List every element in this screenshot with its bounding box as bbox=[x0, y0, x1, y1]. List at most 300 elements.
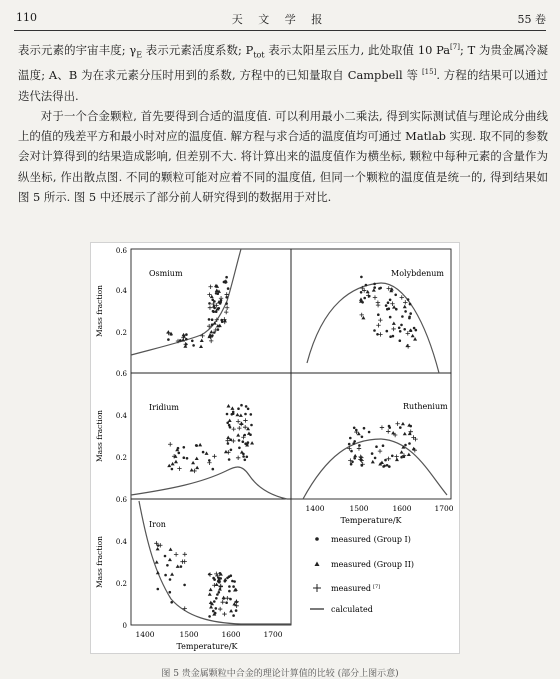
scatter-point bbox=[411, 334, 415, 337]
scatter-point bbox=[388, 465, 391, 468]
scatter-point bbox=[376, 333, 379, 336]
scatter-point bbox=[209, 605, 213, 608]
scatter-point bbox=[225, 596, 229, 600]
scatter-point bbox=[225, 601, 228, 604]
scatter-point bbox=[195, 444, 198, 447]
scatter-point bbox=[232, 412, 235, 415]
tick-x-right-1600: 1600 bbox=[392, 504, 412, 513]
x-axis-label-right: Temperature/K bbox=[340, 516, 402, 525]
curve-ruthenium bbox=[303, 439, 447, 499]
scatter-point bbox=[374, 457, 377, 460]
scatter-point bbox=[183, 552, 187, 556]
scatter-point bbox=[390, 287, 394, 290]
tick-x-bottom-1700: 1700 bbox=[263, 630, 283, 639]
scatter-point bbox=[363, 297, 366, 300]
scatter-point bbox=[213, 600, 216, 603]
scatter-point bbox=[220, 299, 223, 302]
scatter-point bbox=[386, 330, 389, 333]
scatter-point bbox=[167, 464, 171, 467]
scatter-point bbox=[401, 315, 404, 318]
scatter-point bbox=[212, 610, 215, 613]
scatter-point bbox=[208, 573, 211, 576]
scatter-point bbox=[234, 599, 238, 602]
panel-label-iron: Iron bbox=[149, 520, 166, 529]
scatter-point bbox=[399, 426, 402, 429]
scatter-point bbox=[350, 450, 353, 453]
scatter-point bbox=[231, 427, 235, 431]
scatter-point bbox=[169, 578, 172, 581]
scatter-point bbox=[353, 454, 357, 457]
legend bbox=[310, 535, 414, 614]
scatter-point bbox=[373, 295, 377, 299]
scatter-point bbox=[183, 456, 186, 459]
scatter-point bbox=[245, 405, 248, 408]
scatter-point bbox=[168, 558, 172, 561]
scatter-point bbox=[237, 426, 241, 430]
scatter-point bbox=[409, 312, 412, 315]
scatter-point bbox=[155, 560, 159, 563]
scatter-point bbox=[183, 446, 186, 449]
scatter-point bbox=[183, 335, 186, 338]
tick-x-right-1700: 1700 bbox=[434, 504, 454, 513]
scatter-point bbox=[208, 305, 212, 309]
ref-7[interactable]: [7] bbox=[450, 43, 460, 52]
scatter-point bbox=[409, 303, 412, 306]
tick-y-mid-1: 0.4 bbox=[115, 412, 127, 420]
scatter-point bbox=[208, 318, 211, 321]
panel-label-molybdenum: Molybdenum bbox=[391, 269, 444, 278]
scatter-point bbox=[198, 443, 202, 446]
scatter-point bbox=[242, 440, 245, 443]
scatter-point bbox=[216, 593, 219, 596]
scatter-point bbox=[168, 442, 172, 446]
scatter-point bbox=[218, 607, 222, 611]
scatter-point bbox=[360, 291, 363, 294]
page-number: 110 bbox=[16, 11, 37, 24]
panel-iridium-frame bbox=[131, 373, 291, 499]
scatter-point bbox=[242, 455, 245, 458]
scatter-point bbox=[376, 323, 380, 327]
scatter-point bbox=[228, 590, 231, 593]
scatter-point bbox=[373, 329, 376, 332]
header-rule bbox=[14, 30, 546, 31]
scatter-point bbox=[368, 431, 371, 434]
scatter-point bbox=[385, 304, 388, 307]
scatter-point bbox=[170, 333, 173, 336]
scatter-point bbox=[180, 559, 184, 563]
scatter-point bbox=[231, 580, 234, 583]
scatter-point bbox=[222, 612, 226, 616]
scatter-point bbox=[236, 433, 240, 436]
scatter-point bbox=[243, 425, 247, 429]
scatter-point bbox=[350, 463, 353, 466]
scatter-point bbox=[208, 615, 211, 618]
scatter-iron bbox=[154, 541, 239, 618]
scatter-point bbox=[185, 333, 188, 336]
p1-text-d: ; T bbox=[459, 43, 476, 57]
scatter-point bbox=[235, 413, 239, 416]
scatter-point bbox=[213, 307, 216, 310]
panel-molybdenum-frame bbox=[291, 249, 451, 373]
scatter-point bbox=[214, 572, 218, 576]
scatter-point bbox=[226, 436, 230, 439]
scatter-point bbox=[386, 308, 389, 311]
curve-molybdenum bbox=[307, 283, 439, 373]
scatter-point bbox=[195, 466, 199, 469]
scatter-point bbox=[185, 338, 188, 341]
tick-x-bottom-1600: 1600 bbox=[221, 630, 241, 639]
scatter-point bbox=[236, 419, 240, 423]
scatter-point bbox=[378, 287, 381, 290]
scatter-point bbox=[415, 329, 418, 332]
scatter-point bbox=[169, 591, 172, 594]
p1-sub-tot: tot bbox=[253, 50, 265, 60]
scatter-point bbox=[380, 425, 384, 429]
scatter-point bbox=[250, 441, 254, 444]
scatter-point bbox=[222, 597, 225, 600]
scatter-point bbox=[403, 432, 407, 435]
scatter-point bbox=[230, 449, 233, 452]
scatter-point bbox=[378, 449, 382, 453]
scatter-point bbox=[395, 422, 399, 426]
legend-label-group2: measured (Group II) bbox=[331, 560, 414, 569]
scatter-point bbox=[360, 276, 363, 279]
scatter-point bbox=[209, 588, 213, 591]
scatter-point bbox=[389, 316, 392, 319]
scatter-point bbox=[235, 609, 238, 612]
figure-caption: 图 5 贵金属颗粒中合金的理论计算值的比较 (部分上图示意) bbox=[161, 669, 399, 679]
scatter-point bbox=[371, 460, 375, 463]
scatter-point bbox=[406, 331, 410, 335]
scatter-point bbox=[184, 342, 188, 346]
scatter-point bbox=[226, 413, 229, 416]
scatter-point bbox=[211, 299, 214, 302]
scatter-point bbox=[212, 310, 215, 313]
scatter-point bbox=[215, 607, 218, 610]
scatter-point bbox=[351, 461, 354, 464]
scatter-molybdenum bbox=[359, 276, 417, 349]
scatter-point bbox=[236, 456, 240, 460]
scatter-point bbox=[186, 457, 189, 460]
scatter-point bbox=[225, 276, 228, 279]
tick-x-right-1500: 1500 bbox=[349, 504, 369, 513]
scatter-point bbox=[250, 413, 253, 416]
scatter-point bbox=[170, 572, 174, 575]
tick-x-bottom-1500: 1500 bbox=[179, 630, 199, 639]
scatter-point bbox=[399, 339, 402, 342]
scatter-point bbox=[244, 459, 247, 462]
legend-marker-group2 bbox=[315, 562, 320, 567]
scatter-point bbox=[164, 555, 167, 558]
scatter-point bbox=[237, 407, 240, 410]
scatter-point bbox=[199, 345, 203, 348]
scatter-point bbox=[401, 422, 405, 425]
scatter-point bbox=[211, 318, 214, 321]
y-axis-label-mid: Mass fraction bbox=[95, 409, 104, 463]
scatter-point bbox=[230, 574, 233, 577]
scatter-point bbox=[191, 461, 195, 464]
panel-label-iridium: Iridium bbox=[149, 403, 179, 412]
scatter-point bbox=[215, 289, 219, 292]
paragraph-2: 对于一个合金颗粒, 首先要得到合适的温度值. 可以利用最小二乘法, 得到实际测试值与理论成分曲线上的值的残差平方和最小时对应的温度值. 解方程与求合适的温度值均可通过 Matlab 实现. 取不同的参数会对计算得到的结果造成影响, 但差别不大. 将计算出来的温度值作为横坐标, 颗粒中每种元素的含量作为纵坐标, 作出散点图. 不同的颗粒可能对应着不同的温度值, 但同一个颗粒的温度值是统一的, 得到结果如图 5 所示. 图 5 中还展示了部分前人研究得到的数据用于对比. bbox=[18, 108, 548, 204]
scatter-point bbox=[352, 442, 355, 445]
scatter-point bbox=[357, 446, 361, 450]
tick-y-mid-2: 0.2 bbox=[115, 454, 127, 462]
panel-osmium-frame bbox=[131, 249, 291, 373]
p1-text-a: 表示元素的宇宙丰度; γ bbox=[18, 43, 137, 57]
scatter-point bbox=[221, 600, 225, 604]
scatter-point bbox=[394, 454, 398, 458]
scatter-point bbox=[170, 601, 173, 604]
figure-5 bbox=[90, 242, 460, 654]
scatter-point bbox=[224, 280, 227, 283]
scatter-point bbox=[361, 301, 364, 304]
legend-label-ref: measured [7] bbox=[331, 584, 381, 593]
scatter-point bbox=[232, 614, 235, 617]
scatter-point bbox=[349, 437, 352, 440]
scatter-point bbox=[363, 427, 366, 430]
tick-y-mid-3: 0.6 bbox=[115, 496, 127, 504]
scatter-point bbox=[404, 444, 407, 447]
scatter-point bbox=[208, 592, 212, 595]
scatter-point bbox=[403, 300, 407, 304]
scatter-point bbox=[392, 322, 396, 325]
scatter-point bbox=[413, 337, 417, 340]
scatter-point bbox=[171, 468, 174, 471]
scatter-point bbox=[219, 584, 223, 588]
scatter-point bbox=[195, 457, 199, 460]
scatter-point bbox=[224, 450, 228, 453]
scatter-point bbox=[200, 339, 204, 342]
scatter-point bbox=[377, 313, 380, 316]
scatter-point bbox=[384, 459, 387, 462]
scatter-point bbox=[209, 339, 213, 343]
scatter-point bbox=[380, 461, 384, 464]
scatter-point bbox=[386, 457, 390, 461]
scatter-point bbox=[227, 287, 230, 290]
scatter-point bbox=[244, 442, 247, 445]
scatter-point bbox=[404, 310, 407, 313]
scatter-point bbox=[389, 335, 392, 338]
scatter-point bbox=[178, 452, 181, 455]
y-axis-label-bottom: Mass fraction bbox=[95, 535, 104, 589]
scatter-point bbox=[348, 443, 351, 446]
scatter-point bbox=[215, 597, 218, 600]
scatter-point bbox=[238, 447, 241, 450]
scatter-point bbox=[218, 591, 221, 594]
scatter-point bbox=[210, 295, 214, 298]
scatter-point bbox=[202, 451, 205, 454]
scatter-point bbox=[215, 310, 218, 313]
article-body bbox=[18, 40, 548, 207]
scatter-point bbox=[243, 418, 247, 422]
scatter-point bbox=[239, 413, 243, 416]
scatter-point bbox=[378, 318, 382, 322]
scatter-point bbox=[192, 469, 196, 473]
tick-y-bot-2: 0.2 bbox=[115, 580, 127, 588]
scatter-point bbox=[209, 330, 213, 333]
scatter-point bbox=[247, 408, 250, 411]
scatter-point bbox=[243, 434, 246, 437]
tick-y-top-3: 0.2 bbox=[115, 329, 127, 337]
journal-title: 天 文 学 报 bbox=[231, 13, 329, 26]
scatter-point bbox=[388, 425, 391, 428]
tick-y-bot-1: 0.4 bbox=[115, 538, 127, 546]
scatter-point bbox=[224, 310, 228, 314]
curve-iridium bbox=[131, 467, 287, 499]
scatter-point bbox=[383, 465, 386, 468]
scatter-point bbox=[403, 305, 407, 308]
scatter-point bbox=[250, 424, 253, 427]
scatter-point bbox=[408, 442, 411, 445]
scatter-point bbox=[179, 339, 182, 342]
scatter-point bbox=[399, 330, 402, 333]
scatter-point bbox=[242, 453, 245, 456]
scatter-point bbox=[156, 547, 160, 550]
scatter-point bbox=[220, 319, 223, 322]
scatter-point bbox=[230, 406, 234, 409]
scatter-ruthenium bbox=[347, 422, 418, 468]
scatter-point bbox=[180, 565, 183, 568]
scatter-point bbox=[174, 552, 178, 556]
scatter-point bbox=[226, 404, 230, 407]
tick-x-bottom-1400: 1400 bbox=[135, 630, 155, 639]
scatter-point bbox=[407, 298, 410, 301]
x-axis-label-bottom: Temperature/K bbox=[176, 642, 238, 651]
y-axis-label-top: Mass fraction bbox=[95, 284, 104, 338]
scatter-point bbox=[158, 543, 162, 547]
scatter-point bbox=[167, 338, 170, 341]
tick-y-top-4: 0.6 bbox=[115, 370, 127, 378]
scatter-point bbox=[226, 422, 229, 425]
scatter-point bbox=[375, 445, 378, 448]
scatter-point bbox=[181, 338, 185, 341]
p1-sub-e: E bbox=[136, 50, 143, 60]
scatter-point bbox=[225, 438, 229, 442]
scatter-point bbox=[212, 577, 215, 580]
scatter-point bbox=[225, 306, 229, 310]
paragraph-1 bbox=[18, 40, 548, 106]
scatter-point bbox=[205, 451, 209, 454]
scatter-point bbox=[218, 587, 222, 590]
scatter-point bbox=[219, 572, 222, 575]
scatter-point bbox=[400, 324, 403, 327]
scatter-point bbox=[387, 301, 390, 304]
scatter-point bbox=[215, 292, 218, 295]
scatter-point bbox=[392, 335, 395, 338]
scatter-point bbox=[192, 344, 195, 347]
tick-y-bot-3: 0 bbox=[122, 622, 127, 630]
scatter-point bbox=[359, 297, 363, 300]
scatter-point bbox=[225, 302, 228, 305]
scatter-point bbox=[400, 295, 404, 299]
scatter-point bbox=[353, 457, 356, 460]
scatter-point bbox=[365, 284, 368, 287]
p1-text-c: 表示太阳星云压力, 此处取值 10 Pa bbox=[264, 43, 451, 57]
scatter-point bbox=[400, 450, 404, 453]
scatter-point bbox=[413, 327, 416, 330]
scatter-point bbox=[386, 429, 390, 433]
scatter-point bbox=[239, 422, 243, 426]
scatter-point bbox=[208, 302, 211, 305]
scatter-point bbox=[191, 340, 194, 343]
page-header bbox=[0, 0, 560, 34]
legend-marker-ref bbox=[313, 584, 321, 592]
tick-y-top-1: 0.6 bbox=[115, 247, 127, 255]
tick-y-top-2: 0.4 bbox=[115, 287, 127, 295]
scatter-point bbox=[398, 327, 401, 330]
scatter-point bbox=[353, 427, 356, 430]
scatter-point bbox=[389, 299, 392, 302]
p1-text-f: . 方程的结果可以通过迭代法得出. bbox=[18, 68, 548, 103]
scatter-point bbox=[244, 413, 247, 416]
scatter-point bbox=[166, 564, 169, 567]
panel-label-osmium: Osmium bbox=[149, 269, 183, 278]
p1-line-2: 为贵金属冷凝温度; A、B 为在求元素分压时用到的系数, 方程中的已知量取自 Campbell bbox=[18, 43, 548, 83]
scatter-point bbox=[238, 439, 241, 442]
scatter-point bbox=[391, 455, 394, 458]
scatter-point bbox=[240, 404, 243, 407]
scatter-point bbox=[391, 431, 395, 434]
scatter-point bbox=[219, 577, 222, 580]
scatter-point bbox=[373, 283, 376, 286]
ref-15[interactable]: [15] bbox=[421, 68, 437, 77]
scatter-point bbox=[390, 302, 394, 306]
scatter-point bbox=[169, 547, 173, 550]
legend-label-calculated: calculated bbox=[331, 605, 373, 614]
scatter-point bbox=[246, 456, 249, 459]
scatter-point bbox=[394, 294, 397, 297]
scatter-point bbox=[156, 571, 160, 574]
scatter-point bbox=[361, 436, 364, 439]
scatter-point bbox=[157, 588, 160, 591]
p1-text-b: 表示元素活度系数; P bbox=[142, 43, 254, 57]
scatter-point bbox=[229, 609, 233, 612]
tick-x-right-1400: 1400 bbox=[305, 504, 325, 513]
scatter-point bbox=[391, 327, 395, 331]
scatter-point bbox=[233, 580, 236, 583]
panel-label-ruthenium: Ruthenium bbox=[403, 402, 448, 411]
scatter-point bbox=[378, 332, 382, 336]
scatter-point bbox=[382, 444, 385, 447]
scatter-point bbox=[228, 458, 231, 461]
scatter-iridium bbox=[167, 404, 254, 473]
scatter-point bbox=[212, 454, 216, 458]
scatter-point bbox=[229, 598, 232, 601]
scatter-point bbox=[229, 426, 232, 429]
scatter-point bbox=[164, 574, 167, 577]
scatter-point bbox=[171, 462, 175, 465]
legend-marker-group1 bbox=[315, 537, 319, 541]
scatter-point bbox=[176, 564, 180, 567]
scatter-point bbox=[405, 344, 409, 347]
scatter-point bbox=[232, 585, 235, 588]
scatter-point bbox=[386, 464, 389, 467]
scatter-point bbox=[407, 453, 411, 456]
scatter-point bbox=[223, 320, 227, 324]
scatter-point bbox=[358, 444, 361, 447]
scatter-point bbox=[228, 419, 232, 422]
scatter-point bbox=[376, 300, 380, 304]
scatter-osmium bbox=[166, 276, 229, 348]
scatter-point bbox=[371, 452, 374, 455]
figure-5-plot bbox=[91, 243, 459, 653]
scatter-point bbox=[177, 466, 181, 470]
scatter-point bbox=[183, 584, 186, 587]
scatter-point bbox=[177, 447, 180, 450]
volume-label: 55 卷 bbox=[517, 13, 546, 26]
scatter-point bbox=[403, 328, 406, 331]
